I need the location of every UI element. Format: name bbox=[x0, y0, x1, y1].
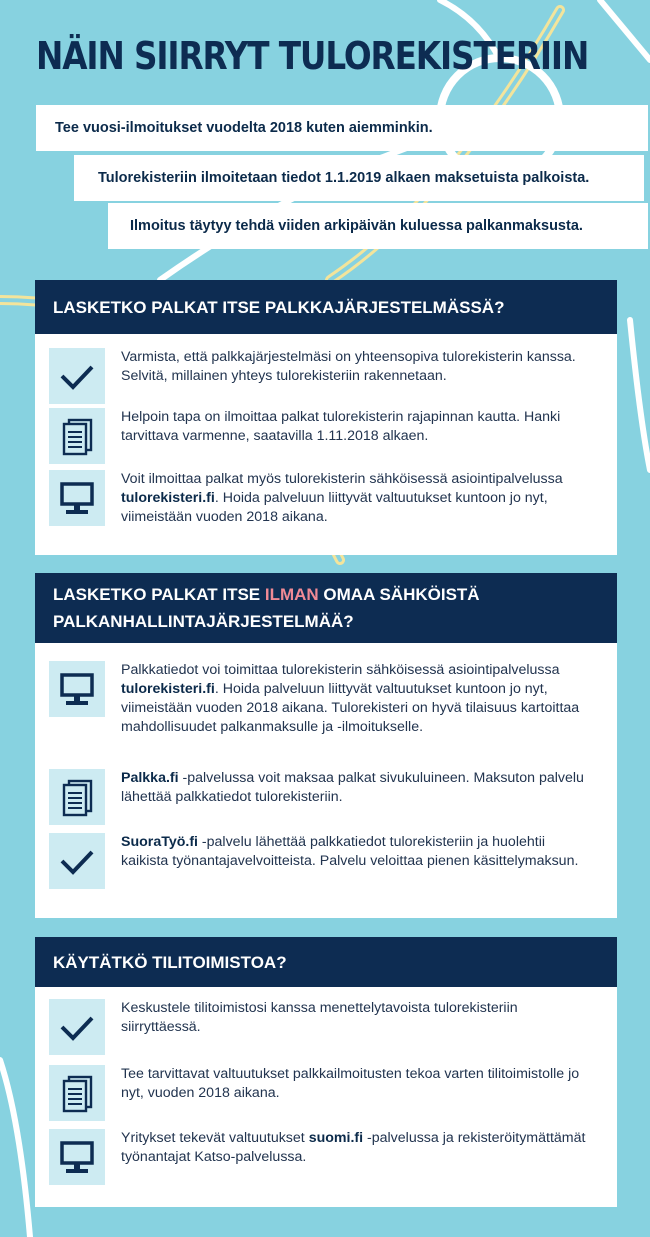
item-text: SuoraTyö.fi -palvelu lähettää palkkatiedot tulorekisteriin ja huolehtii kaikista työnantajavelvoitteista. Palvelu veloittaa pienen käsittelymaksun. bbox=[121, 834, 579, 869]
document-icon bbox=[49, 769, 105, 825]
service-link[interactable]: Palkka.fi bbox=[121, 770, 179, 786]
checkmark-icon bbox=[49, 999, 105, 1055]
section-heading: LASKETKO PALKAT ITSE PALKKAJÄRJESTELMÄSSÄ? bbox=[35, 280, 617, 334]
monitor-icon bbox=[49, 661, 105, 717]
item-text: Palkka.fi -palvelussa voit maksaa palkat sivukuluineen. Maksuton palvelu lähettää palkkatiedot tulorekisteriin. bbox=[121, 770, 584, 805]
item-text: Tee tarvittavat valtuutukset palkkailmoitusten tekoa varten tilitoimistolle jo nyt, vuoden 2018 aikana. bbox=[121, 1066, 580, 1101]
service-link[interactable]: suomi.fi bbox=[308, 1130, 364, 1146]
item-text: Keskustele tilitoimistosi kanssa menettelytavoista tulorekisteriin siirryttäessä. bbox=[121, 1000, 518, 1035]
item-text: Yritykset tekevät valtuutukset suomi.fi -palvelussa ja rekisteröitymättämät työnantajat Katso-palvelussa. bbox=[121, 1130, 586, 1165]
intro-strip-1 bbox=[36, 105, 648, 151]
intro-text: Tee vuosi-ilmoitukset vuodelta 2018 kuten aiemminkin. bbox=[55, 120, 433, 136]
section-card-2 bbox=[35, 573, 617, 918]
heading-highlight: ILMAN bbox=[264, 585, 319, 604]
section-heading: KÄYTÄTKÖ TILITOIMISTOA? bbox=[35, 937, 617, 987]
monitor-icon bbox=[49, 1129, 105, 1185]
intro-text: Tulorekisteriin ilmoitetaan tiedot 1.1.2019 alkaen maksetuista palkoista. bbox=[98, 170, 590, 186]
item-text: Voit ilmoittaa palkat myös tulorekisterin sähköisessä asiointipalvelussa tulorekisteri.fi. Hoida palveluun liittyvät valtuutukset kuntoon jo nyt, viimeistään vuoden 2018 aikana. bbox=[121, 471, 563, 525]
service-link[interactable]: tulorekisteri.fi bbox=[121, 490, 215, 506]
intro-strip-3 bbox=[108, 203, 648, 249]
service-link[interactable]: SuoraTyö.fi bbox=[121, 834, 198, 850]
document-icon bbox=[49, 1065, 105, 1121]
section-card-3 bbox=[35, 937, 617, 1207]
document-icon bbox=[49, 408, 105, 464]
intro-text: Ilmoitus täytyy tehdä viiden arkipäivän kuluessa palkanmaksusta. bbox=[130, 218, 583, 234]
item-text: Palkkatiedot voi toimittaa tulorekisterin sähköisessä asiointipalvelussa tulorekisteri.fi. Hoida palveluun liittyvät valtuutukset kuntoon jo nyt, viimeistään vuoden 2018 aikana. Tulorekisteri on hyvä tilaisuus kartoittaa mahdollisuudet palkanmaksulle ja -ilmoitukselle. bbox=[121, 662, 580, 735]
page-title: NÄIN SIIRRYT TULOREKISTERIIN bbox=[36, 34, 589, 78]
item-text: Varmista, että palkkajärjestelmäsi on yhteensopiva tulorekisterin kanssa. Selvitä, millainen yhteys tulorekisteriin rakennetaan. bbox=[121, 349, 576, 384]
section-heading: LASKETKO PALKAT ITSE ILMAN OMAA SÄHKÖISTÄ PALKANHALLINTAJÄRJESTELMÄÄ? bbox=[35, 573, 617, 643]
checkmark-icon bbox=[49, 833, 105, 889]
section-card-1 bbox=[35, 280, 617, 555]
service-link[interactable]: tulorekisteri.fi bbox=[121, 681, 215, 697]
intro-strip-2 bbox=[74, 155, 644, 201]
checkmark-icon bbox=[49, 348, 105, 404]
monitor-icon bbox=[49, 470, 105, 526]
item-text: Helpoin tapa on ilmoittaa palkat tulorekisterin rajapinnan kautta. Hanki tarvittava varmenne, saatavilla 1.11.2018 alkaen. bbox=[121, 409, 561, 444]
